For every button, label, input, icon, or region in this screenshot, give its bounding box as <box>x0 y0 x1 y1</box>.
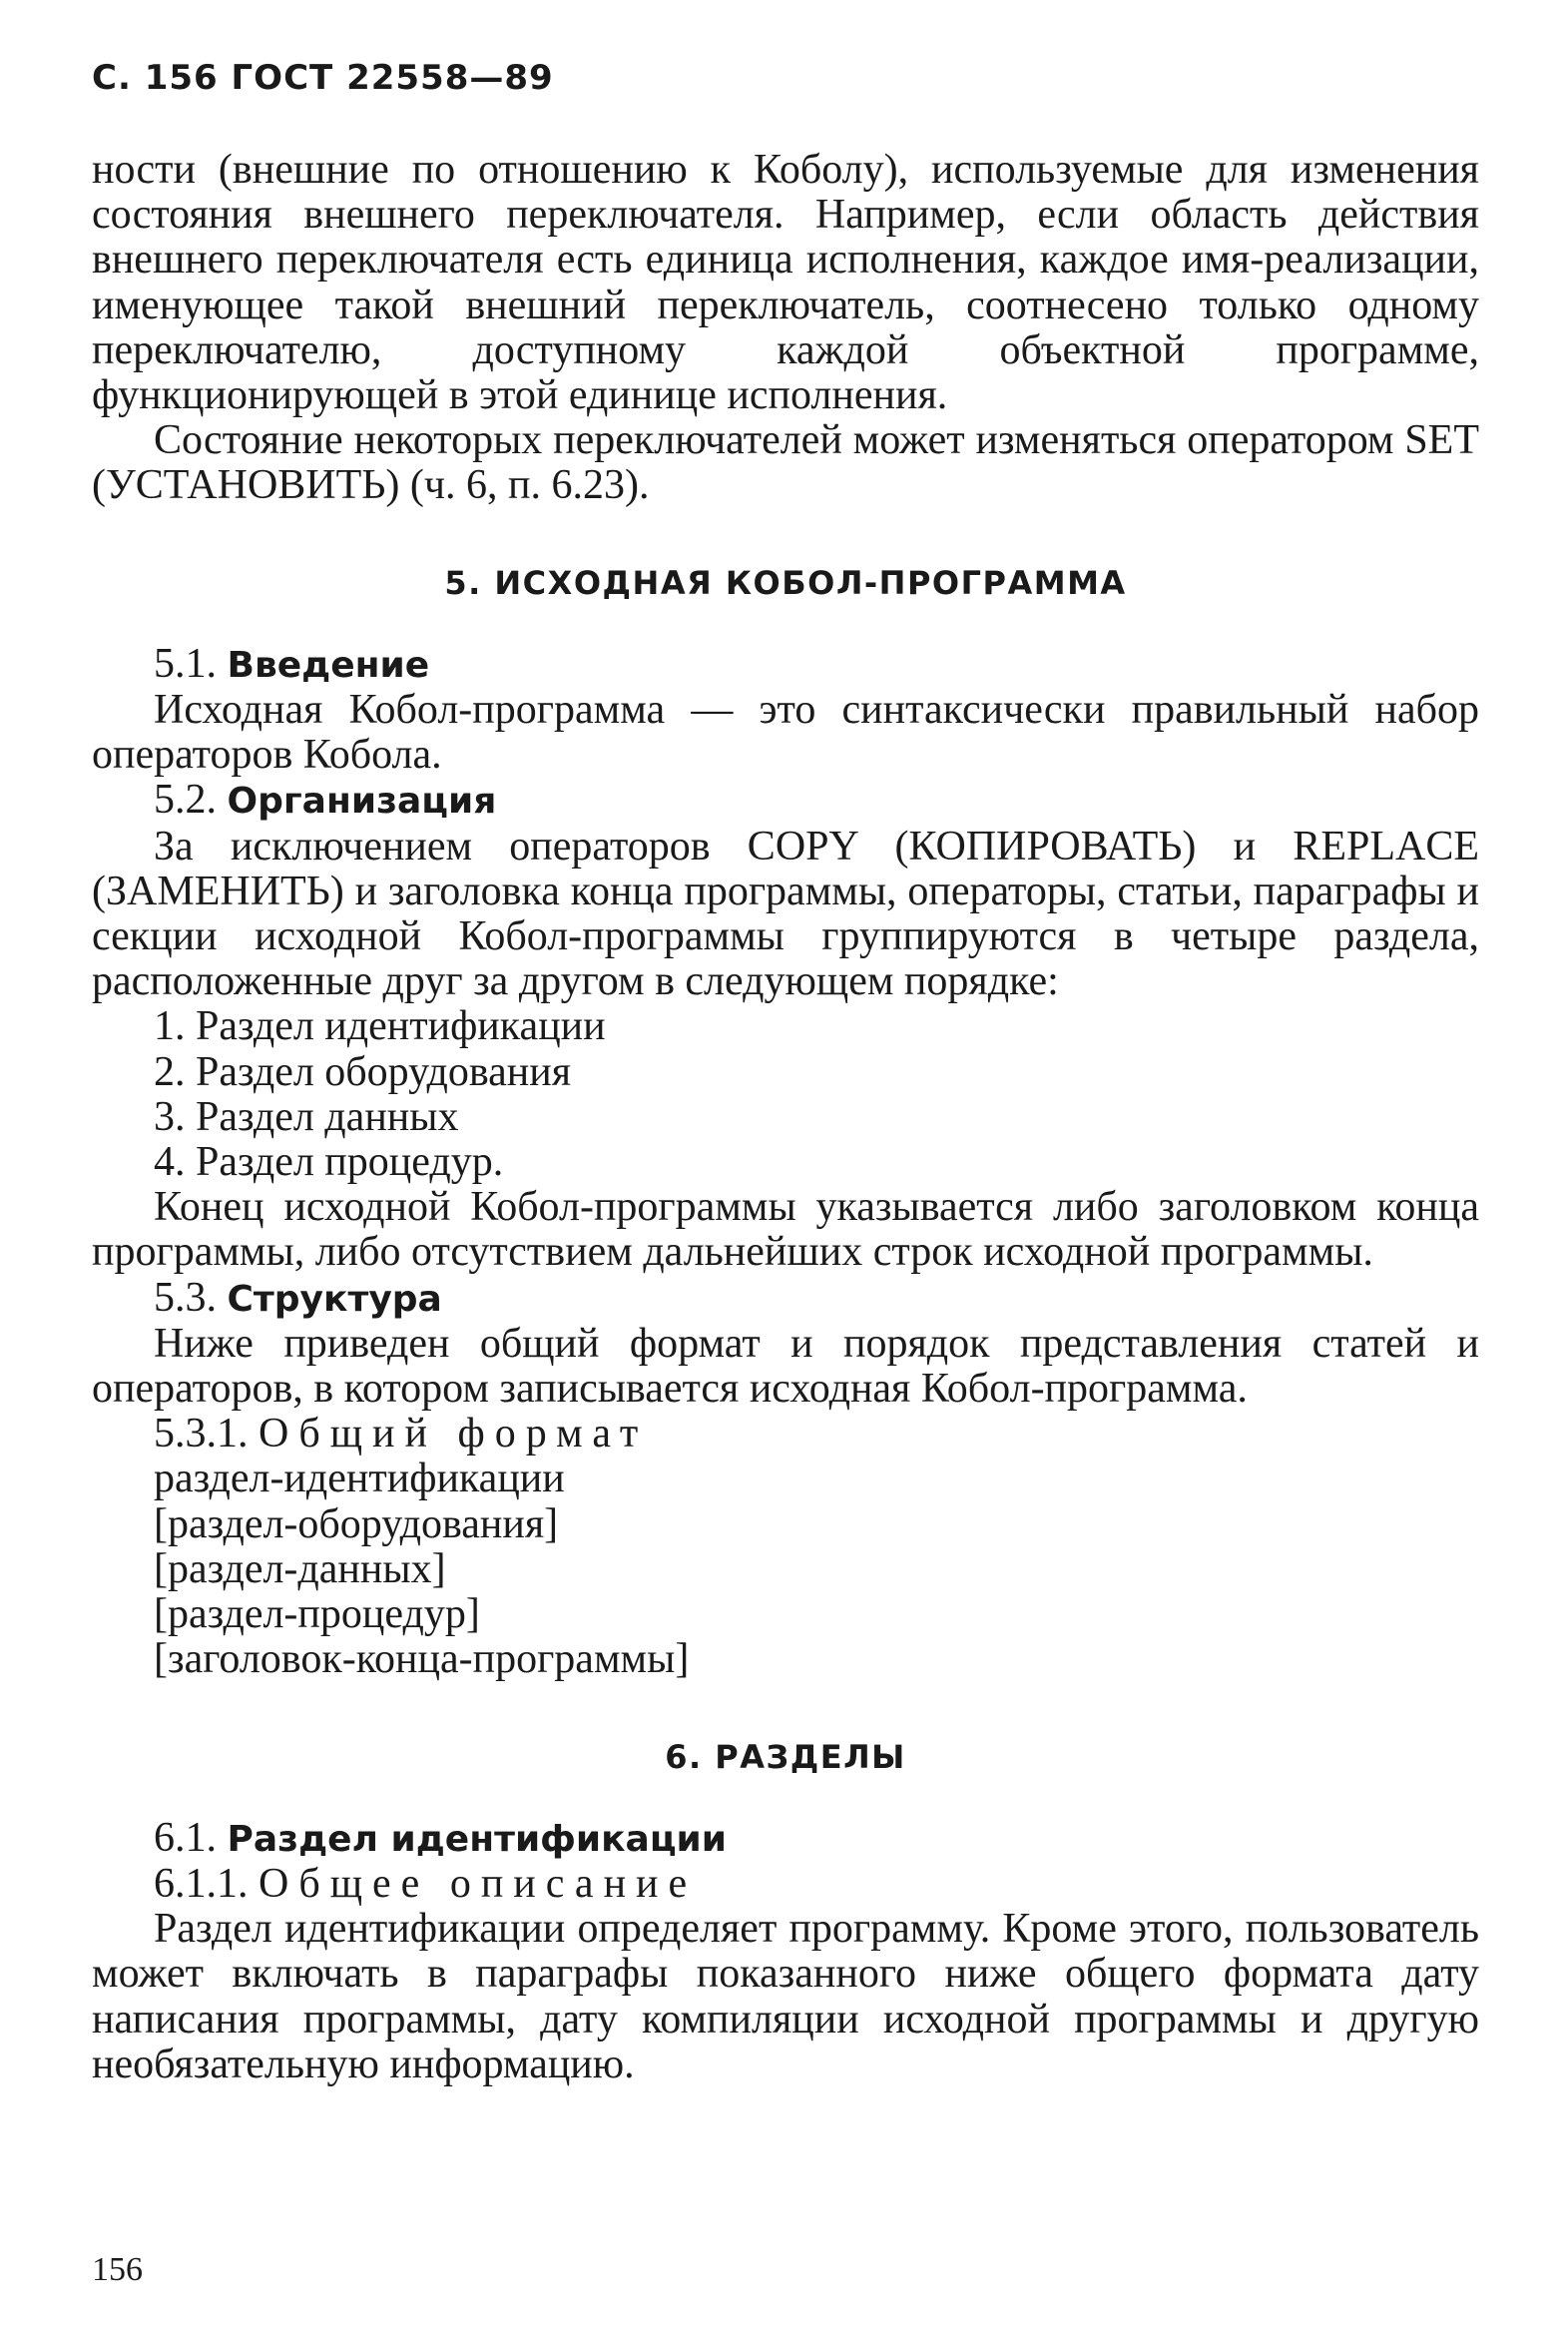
list-item: 1. Раздел идентификации <box>154 1003 606 1050</box>
intro-paragraph-1: ности (внешние по отношению к Коболу), используемые для изменения состояния внешнего переключателя. Например, если область действия внешнего переключателя есть единица исполнения, каждое имя-реализации, именующее такой внешний переключатель, соотнесено только одному переключателю, доступному каждой объектной программе, функционирующей в этой единице исполнения. <box>92 147 1479 419</box>
subsection-5-3-heading <box>92 1276 1479 1322</box>
format-line: [заголовок-конца-программы] <box>154 1636 690 1683</box>
format-line: [раздел-оборудования] <box>154 1500 559 1547</box>
format-line: [раздел-процедур] <box>154 1591 480 1638</box>
subsection-5-2-text: За исключением операторов COPY (КОПИРОВАТЬ) и REPLACE (ЗАМЕНИТЬ) и заголовка конца программы, операторы, статьи, параграфы и секции исходной Кобол-программы группируются в четыре раздела, расположенные друг за другом в следующем порядке: <box>92 823 1479 1005</box>
subsection-5-3-1-number: 5.3.1. <box>154 1411 249 1458</box>
page-number: 156 <box>92 2251 143 2288</box>
subsection-6-1-1-heading <box>92 1862 1479 1907</box>
list-item: 4. Раздел процедур. <box>154 1139 504 1186</box>
subsection-5-2-heading <box>92 778 1479 824</box>
subsection-5-3-title: Структура <box>227 1278 442 1320</box>
subsection-5-3-1-title: Общий формат <box>259 1411 649 1458</box>
subsection-5-3-number: 5.3. <box>154 1274 217 1321</box>
subsection-6-1-title: Раздел идентификации <box>227 1818 727 1860</box>
subsection-5-2-number: 5.2. <box>154 777 217 824</box>
subsection-5-1-title: Введение <box>227 644 430 686</box>
subsection-6-1-1-number: 6.1.1. <box>154 1860 249 1907</box>
section-6-title: 6. РАЗДЕЛЫ <box>665 1737 906 1776</box>
subsection-5-1-text: Исходная Кобол-программа — это синтаксически правильный набор операторов Кобола. <box>92 687 1479 779</box>
subsection-5-1-heading <box>92 642 1479 688</box>
subsection-6-1-1-text: Раздел идентификации определяет программу. Кроме этого, пользователь может включать в параграфы показанного ниже общего формата дату написания программы, дату компиляции исходной программы и другую необязательную информацию. <box>92 1906 1479 2087</box>
list-item: 2. Раздел оборудования <box>154 1048 572 1095</box>
subsection-5-3-text: Ниже приведен общий формат и порядок представления статей и операторов, в котором записывается исходная Кобол-программа. <box>92 1320 1479 1413</box>
subsection-6-1-1-title: Общее описание <box>259 1860 698 1907</box>
subsection-6-1-heading <box>92 1816 1479 1862</box>
section-5-title: 5. ИСХОДНАЯ КОБОЛ-ПРОГРАММА <box>444 563 1127 602</box>
subsection-5-2-title: Организация <box>227 781 497 823</box>
subsection-5-2-closing: Конец исходной Кобол-программы указывается либо заголовком конца программы, либо отсутствием дальнейших строк исходной программы. <box>92 1184 1479 1276</box>
page-content <box>92 148 1479 2087</box>
list-item: 3. Раздел данных <box>154 1093 459 1140</box>
page-header: С. 156 ГОСТ 22558—89 <box>92 58 554 98</box>
subsection-5-1-number: 5.1. <box>154 640 217 687</box>
subsection-6-1-number: 6.1. <box>154 1814 217 1861</box>
format-line: [раздел-данных] <box>154 1545 446 1592</box>
format-line: раздел-идентификации <box>154 1456 565 1502</box>
subsection-5-3-1-heading <box>92 1412 1479 1457</box>
intro-paragraph-2: Состояние некоторых переключателей может изменяться оператором SET (УСТАНОВИТЬ) (ч. 6, п. 6.23). <box>92 417 1479 509</box>
